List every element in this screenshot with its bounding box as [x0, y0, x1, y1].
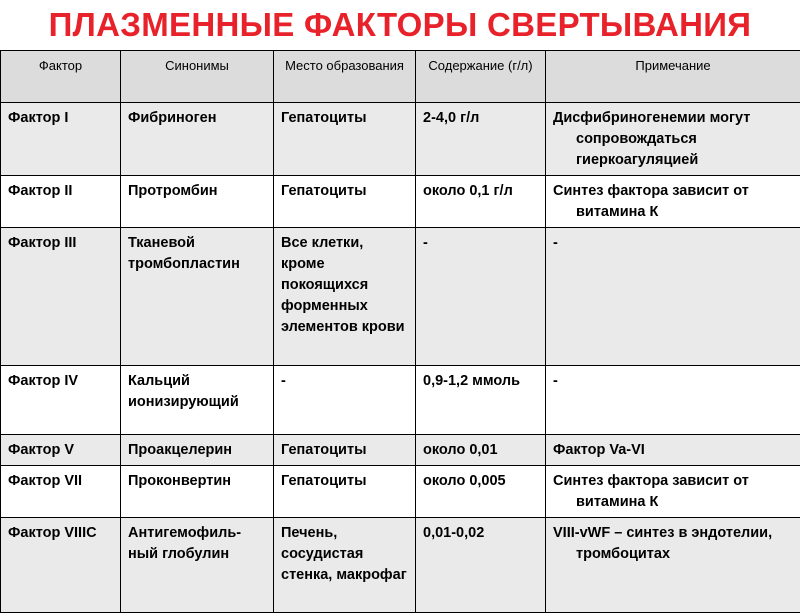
cell-factor: Фактор IV: [1, 366, 121, 435]
header-synonyms: Синонимы: [121, 51, 274, 103]
cell-note: Фактор Va-VI: [546, 435, 800, 466]
header-note: Примечание: [546, 51, 800, 103]
cell-content: -: [416, 228, 546, 366]
cell-factor: Фактор II: [1, 176, 121, 228]
table-row: [1, 466, 800, 518]
cell-factor: Фактор VII: [1, 466, 121, 518]
header-content: Содержание (г/л): [416, 51, 546, 103]
cell-synonym: Тканевой тромбопластин: [121, 228, 274, 366]
table-row: [1, 103, 800, 176]
cell-place: -: [274, 366, 416, 435]
cell-synonym: Протромбин: [121, 176, 274, 228]
cell-note: Дисфибриногенемии могут сопровождаться гиеркоагуляцией: [546, 103, 800, 176]
cell-note: VIII-vWF – синтез в эндотелии, тромбоцитах: [546, 518, 800, 613]
cell-content: около 0,005: [416, 466, 546, 518]
header-place: Место образования: [274, 51, 416, 103]
cell-note: -: [546, 228, 800, 366]
cell-factor: Фактор VIIIC: [1, 518, 121, 613]
cell-factor: Фактор I: [1, 103, 121, 176]
cell-content: около 0,1 г/л: [416, 176, 546, 228]
cell-note: Синтез фактора зависит от витамина К: [546, 466, 800, 518]
table-row: [1, 435, 800, 466]
cell-content: около 0,01: [416, 435, 546, 466]
table-row: [1, 518, 800, 613]
cell-place: Гепатоциты: [274, 435, 416, 466]
cell-synonym: Кальций ионизирующий: [121, 366, 274, 435]
table-row: [1, 228, 800, 366]
cell-content: 2-4,0 г/л: [416, 103, 546, 176]
cell-content: 0,9-1,2 ммоль: [416, 366, 546, 435]
cell-factor: Фактор V: [1, 435, 121, 466]
cell-place: Гепатоциты: [274, 466, 416, 518]
cell-synonym: Проакцелерин: [121, 435, 274, 466]
cell-place: Гепатоциты: [274, 103, 416, 176]
header-factor: Фактор: [1, 51, 121, 103]
cell-place: Все клетки, кроме покоящихся форменных элементов крови: [274, 228, 416, 366]
coagulation-factors-table: [0, 50, 800, 613]
cell-factor: Фактор III: [1, 228, 121, 366]
cell-synonym: Антигемофиль- ный глобулин: [121, 518, 274, 613]
cell-content: 0,01-0,02: [416, 518, 546, 613]
table-row: [1, 176, 800, 228]
cell-note: -: [546, 366, 800, 435]
cell-synonym: Проконвертин: [121, 466, 274, 518]
page-title: ПЛАЗМЕННЫЕ ФАКТОРЫ СВЕРТЫВАНИЯ: [0, 6, 800, 44]
cell-synonym: Фибриноген: [121, 103, 274, 176]
cell-place: Печень, сосудистая стенка, макрофаг: [274, 518, 416, 613]
cell-note: Синтез фактора зависит от витамина К: [546, 176, 800, 228]
table-row: [1, 366, 800, 435]
header-row: [1, 51, 800, 103]
cell-place: Гепатоциты: [274, 176, 416, 228]
